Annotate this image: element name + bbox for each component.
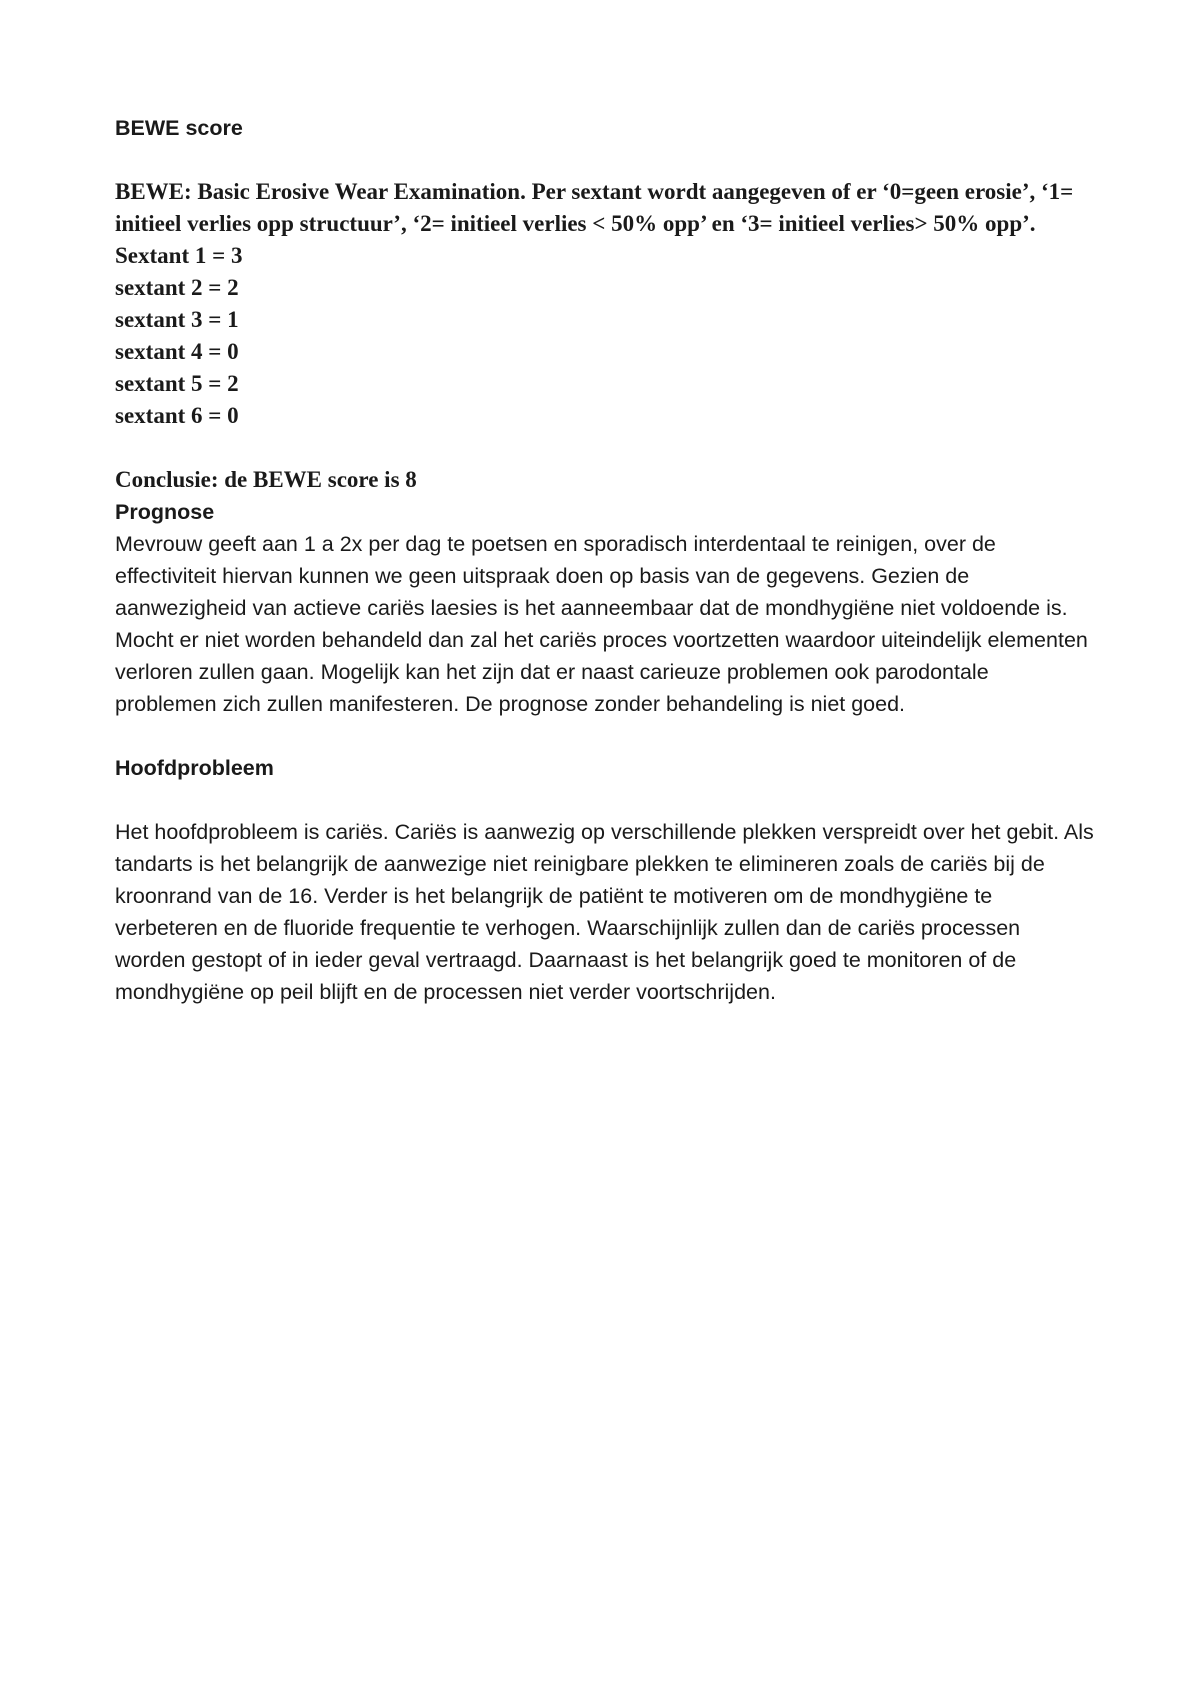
bewe-conclusion: Conclusie: de BEWE score is 8 bbox=[115, 467, 417, 492]
bewe-definition: BEWE: Basic Erosive Wear Examination. Per sextant wordt aangegeven of er ‘0=geen erosie’, ‘1= initieel verlies opp structuur’, ‘2= initieel verlies < 50% opp’ en ‘3= initieel verlies> 50% opp’. bbox=[115, 179, 1074, 236]
sextant-item: sextant 4 = 0 bbox=[115, 339, 239, 364]
sextant-item: sextant 3 = 1 bbox=[115, 307, 239, 332]
sextant-item: sextant 2 = 2 bbox=[115, 275, 239, 300]
bewe-heading: BEWE score bbox=[115, 116, 243, 140]
sextant-item: Sextant 1 = 3 bbox=[115, 243, 243, 268]
hoofdprobleem-body: Het hoofdprobleem is cariës. Cariës is aanwezig op verschillende plekken verspreidt over het gebit. Als tandarts is het belangrijk de aanwezige niet reinigbare plekken te elimineren zoals de cariës bij de kroonrand van de 16. Verder is het belangrijk de patiënt te motiveren om de mondhygiëne te verbeteren en de fluoride frequentie te verhogen. Waarschijnlijk zullen dan de cariës processen worden gestopt of in ieder geval vertraagd. Daarnaast is het belangrijk goed te monitoren of de mondhygiëne op peil blijft en de processen niet verder voortschrijden. bbox=[115, 820, 1094, 1004]
prognose-body: Mevrouw geeft aan 1 a 2x per dag te poetsen en sporadisch interdentaal te reinigen, over de effectiviteit hiervan kunnen we geen uitspraak doen op basis van de gegevens. Gezien de aanwezigheid van actieve cariës laesies is het aanneembaar dat de mondhygiëne niet voldoende is. Mocht er niet worden behandeld dan zal het cariës proces voortzetten waardoor uiteindelijk elementen verloren zullen gaan. Mogelijk kan het zijn dat er naast carieuze problemen ook parodontale problemen zich zullen manifesteren. De prognose zonder behandeling is niet goed. bbox=[115, 532, 1088, 716]
prognose-heading: Prognose bbox=[115, 500, 215, 524]
document-page bbox=[115, 112, 1095, 1008]
spacer bbox=[115, 784, 1095, 816]
spacer bbox=[115, 432, 1095, 464]
spacer bbox=[115, 144, 1095, 176]
hoofdprobleem-heading: Hoofdprobleem bbox=[115, 756, 274, 780]
sextant-item: sextant 6 = 0 bbox=[115, 403, 239, 428]
sextant-item: sextant 5 = 2 bbox=[115, 371, 239, 396]
sextant-list bbox=[115, 240, 1095, 432]
spacer bbox=[115, 720, 1095, 752]
